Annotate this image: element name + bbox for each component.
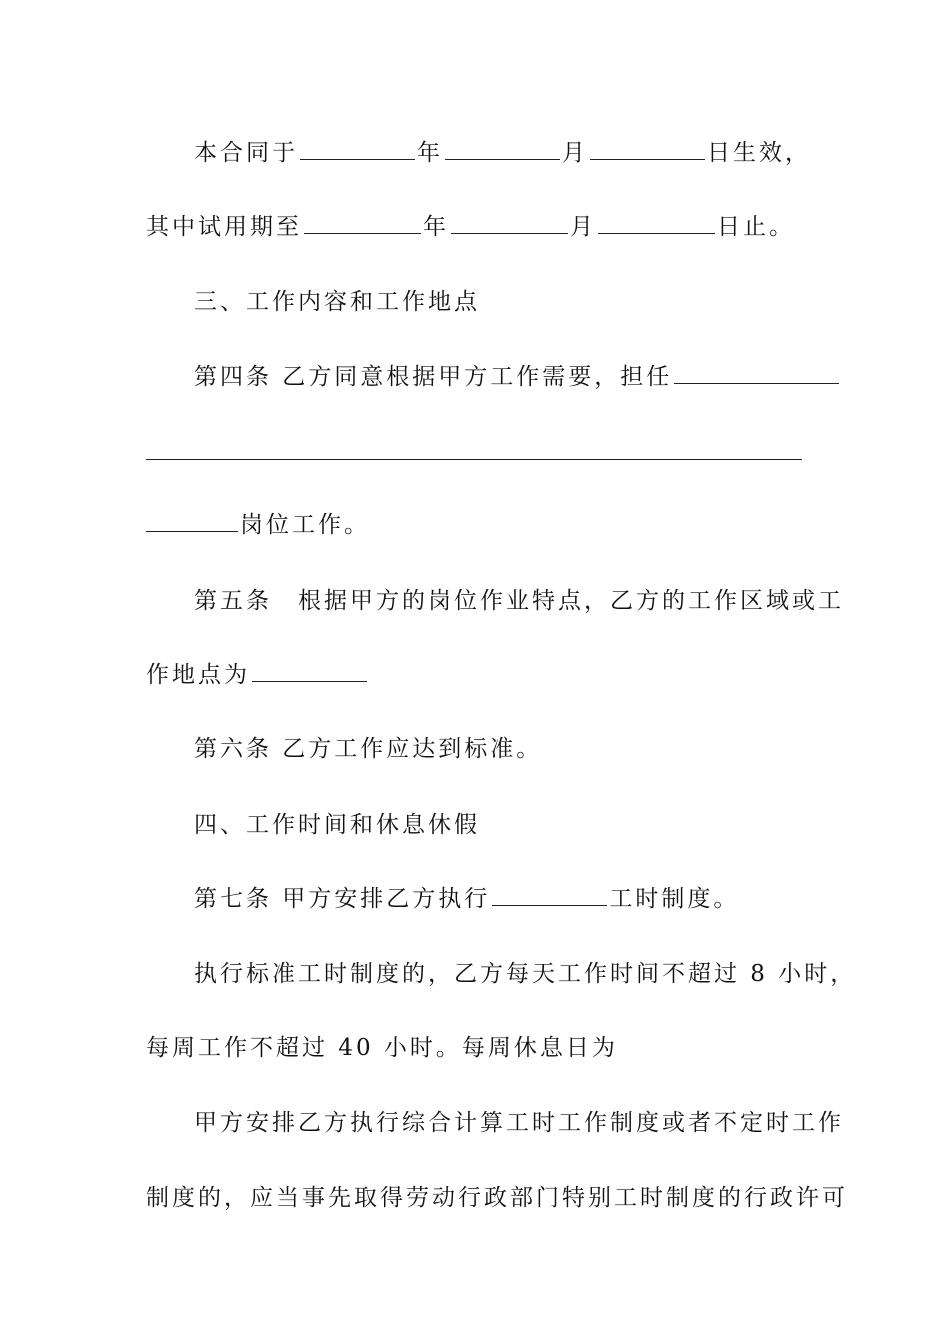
article-4-end-line	[146, 509, 370, 541]
probation-year-blank	[304, 211, 421, 234]
probation-end-label: 日止。	[717, 214, 795, 240]
article-5-line1: 第五条 根据甲方的岗位作业特点，乙方的工作区域或工	[194, 588, 844, 614]
standard-hours-line1: 执行标准工时制度的，乙方每天工作时间不超过 8 小时，	[194, 961, 857, 987]
probation-year-label: 年	[423, 214, 449, 240]
hours-system-label: 工时制度。	[609, 886, 740, 912]
location-blank	[252, 659, 367, 682]
article-5-line2	[146, 659, 369, 691]
position-full-blank	[146, 459, 802, 460]
standard-hours-line2: 每周工作不超过 40 小时。每周休息日为	[146, 1035, 618, 1061]
article-7-text: 第七条 甲方安排乙方执行	[194, 886, 491, 912]
article-6: 第六条 乙方工作应达到标准。	[194, 736, 543, 762]
probation-line	[146, 211, 795, 243]
section-heading-3: 三、工作内容和工作地点	[194, 289, 480, 315]
day-blank	[590, 137, 705, 160]
position-blank	[674, 361, 839, 384]
position-work-label: 岗位工作。	[240, 512, 370, 538]
comprehensive-hours-line2: 制度的，应当事先取得劳动行政部门特别工时制度的行政许可	[146, 1185, 848, 1211]
article-4-text: 第四条 乙方同意根据甲方工作需要，担任	[194, 364, 673, 390]
probation-month-label: 月	[570, 214, 596, 240]
month-label: 月	[562, 140, 588, 166]
comprehensive-hours-line1: 甲方安排乙方执行综合计算工时工作制度或者不定时工作	[194, 1110, 844, 1136]
month-blank	[445, 137, 560, 160]
article-7-line	[194, 883, 739, 915]
article-5-location-label: 作地点为	[146, 662, 250, 688]
year-blank	[300, 137, 415, 160]
probation-prefix: 其中试用期至	[146, 214, 302, 240]
year-label: 年	[417, 140, 443, 166]
position-short-blank	[146, 509, 238, 532]
probation-day-blank	[598, 211, 715, 234]
probation-month-blank	[451, 211, 568, 234]
section-heading-4: 四、工作时间和休息休假	[194, 812, 480, 838]
effective-date-prefix: 本合同于	[194, 140, 298, 166]
article-4-line	[194, 361, 841, 393]
effective-date-line	[194, 137, 811, 169]
day-effective-label: 日生效，	[707, 140, 811, 166]
hours-system-blank	[492, 883, 607, 906]
